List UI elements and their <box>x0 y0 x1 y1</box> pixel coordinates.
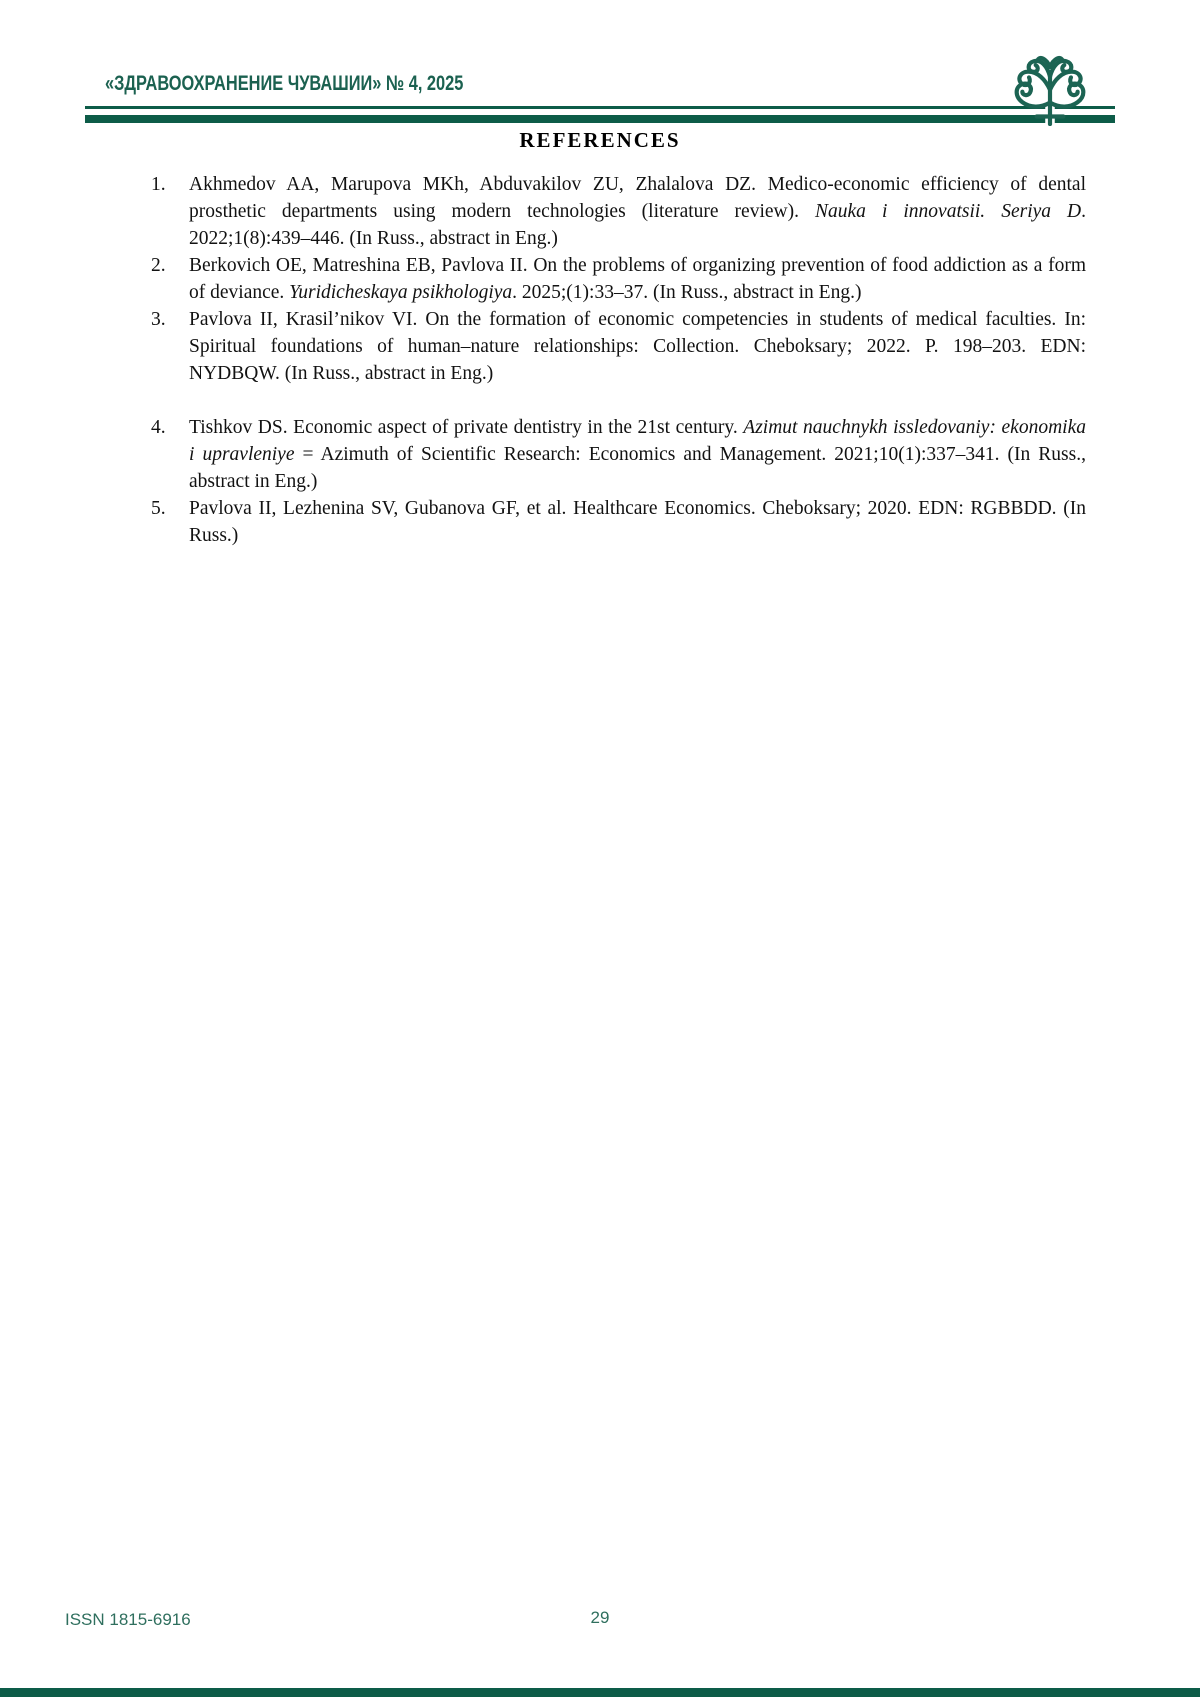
reference-text: Tishkov DS. Economic aspect of private dentistry in the 21st century. Azimut nauchnykh issledovaniy: ekonomika i upravleniye = Azimuth of Scientific Research: Economics and Management. 2021;10(1):337–341. (In Russ., abstract in Eng.) <box>189 417 1086 492</box>
reference-item <box>150 171 1086 252</box>
header-rule-thick <box>85 115 1115 123</box>
reference-number: 1. <box>151 174 166 195</box>
reference-number: 4. <box>151 417 166 438</box>
reference-item <box>150 306 1086 387</box>
page-number: 29 <box>590 1608 610 1627</box>
reference-item <box>150 252 1086 306</box>
reference-text: Berkovich OE, Matreshina EB, Pavlova II. On the problems of organizing prevention of food addiction as a form of deviance. Yuridicheskaya psikhologiya. 2025;(1):33–37. (In Russ., abstract in Eng.) <box>189 255 1086 303</box>
footer-bar <box>0 1688 1200 1697</box>
header-rule-thin <box>85 106 1115 109</box>
reference-text: Pavlova II, Krasil’nikov VI. On the formation of economic competencies in students of medical faculties. In: Spiritual foundations of human–nature relationships: Collection. Cheboksary; 2022. P. 198–203. EDN: NYDBQW. (In Russ., abstract in Eng.) <box>189 309 1086 384</box>
journal-title: «ЗДРАВООХРАНЕНИЕ ЧУВАШИИ» № 4, 2025 <box>105 72 464 95</box>
chuvash-tree-of-life-icon <box>1002 46 1098 126</box>
reference-text: Pavlova II, Lezhenina SV, Gubanova GF, et al. Healthcare Economics. Cheboksary; 2020. EDN: RGBBDD. (In Russ.) <box>189 498 1086 546</box>
reference-number: 2. <box>151 255 166 276</box>
issn-label: ISSN 1815-6916 <box>65 1610 191 1629</box>
reference-number: 5. <box>151 498 166 519</box>
references-list <box>150 171 1086 549</box>
references-title: REFERENCES <box>519 128 681 152</box>
reference-item <box>150 495 1086 549</box>
reference-text: Akhmedov AA, Marupova MKh, Abduvakilov ZU, Zhalalova DZ. Medico-economic efficiency of dental prosthetic departments using modern technologies (literature review). Nauka i innovatsii. Seriya D. 2022;1(8):439–446. (In Russ., abstract in Eng.) <box>189 174 1086 249</box>
reference-item <box>150 414 1086 495</box>
reference-number: 3. <box>151 309 166 330</box>
